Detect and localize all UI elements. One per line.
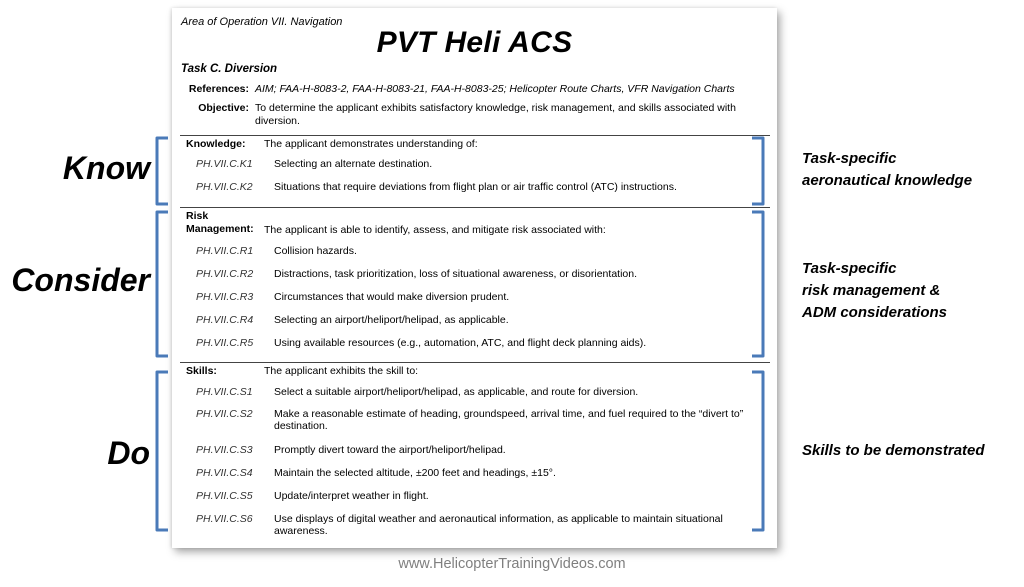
item-text: Circumstances that would make diversion prudent. — [274, 291, 510, 303]
risk-management-intro: The applicant is able to identify, assess, and mitigate risk associated with: — [264, 224, 606, 236]
footer-url: www.HelicopterTrainingVideos.com — [398, 556, 626, 572]
knowledge-label: Knowledge: — [186, 138, 246, 150]
item-code: PH.VII.C.R5 — [196, 337, 254, 349]
item-code: PH.VII.C.K1 — [196, 158, 253, 170]
do-label: Do — [107, 435, 150, 471]
item-code: PH.VII.C.S5 — [196, 490, 253, 502]
skills-description: Skills to be demonstrated — [802, 442, 985, 459]
knowledge-description: Task-specific aeronautical knowledge — [802, 150, 973, 189]
objective-label: Objective: — [198, 102, 249, 114]
skills-intro: The applicant exhibits the skill to: — [264, 365, 419, 377]
task-title: Task C. Diversion — [181, 63, 278, 75]
item-code: PH.VII.C.R2 — [196, 268, 254, 280]
risk-management-label: Risk Management: — [186, 210, 254, 235]
risk-left-bracket — [157, 212, 168, 356]
item-text: Update/interpret weather in flight. — [274, 490, 429, 502]
item-code: PH.VII.C.K2 — [196, 181, 253, 193]
page-title: PVT Heli ACS — [376, 26, 573, 59]
item-text: Use displays of digital weather and aeronautical information, as applicable to maintain situational awareness. — [274, 513, 723, 537]
item-code: PH.VII.C.S6 — [196, 513, 253, 525]
skills-left-bracket — [157, 372, 168, 530]
item-text: Select a suitable airport/heliport/helipad, as applicable, and route for diversion. — [274, 386, 639, 398]
objective-value: To determine the applicant exhibits satisfactory knowledge, risk management, and skills associated with diversion. — [255, 102, 736, 127]
knowledge-left-bracket — [157, 138, 168, 204]
item-code: PH.VII.C.R3 — [196, 291, 254, 303]
skills-right-bracket — [752, 372, 763, 530]
item-code: PH.VII.C.S1 — [196, 386, 253, 398]
item-code: PH.VII.C.S3 — [196, 444, 253, 456]
item-text: Maintain the selected altitude, ±200 feet and headings, ±15°. — [274, 467, 556, 479]
item-text: Using available resources (e.g., automation, ATC, and flight deck planning aids). — [274, 337, 647, 349]
skills-label: Skills: — [186, 365, 217, 377]
item-text: Collision hazards. — [274, 245, 357, 257]
item-text: Distractions, task prioritization, loss of situational awareness, or disorientation. — [274, 268, 637, 280]
item-code: PH.VII.C.S2 — [196, 408, 253, 420]
item-text: Promptly divert toward the airport/heliport/helipad. — [274, 444, 506, 456]
item-text: Selecting an alternate destination. — [274, 158, 433, 170]
knowledge-intro: The applicant demonstrates understanding of: — [264, 138, 478, 150]
item-code: PH.VII.C.R1 — [196, 245, 254, 257]
item-text: Selecting an airport/heliport/helipad, as applicable. — [274, 314, 509, 326]
item-code: PH.VII.C.S4 — [196, 467, 253, 479]
risk-right-bracket — [752, 212, 763, 356]
area-of-operation: Area of Operation VII. Navigation — [181, 16, 343, 28]
item-code: PH.VII.C.R4 — [196, 314, 254, 326]
risk-description: Task-specific risk management & ADM considerations — [802, 260, 948, 321]
references-label: References: — [188, 83, 249, 95]
item-text: Make a reasonable estimate of heading, groundspeed, arrival time, and fuel required to the “divert to” destination. — [274, 408, 744, 432]
references-value: AIM; FAA-H-8083-2, FAA-H-8083-21, FAA-H-8083-25; Helicopter Route Charts, VFR Navigation Charts — [255, 83, 735, 95]
know-label: Know — [62, 150, 150, 186]
knowledge-right-bracket — [752, 138, 763, 204]
consider-label: Consider — [11, 262, 150, 298]
item-text: Situations that require deviations from flight plan or air traffic control (ATC) instructions. — [274, 181, 677, 193]
